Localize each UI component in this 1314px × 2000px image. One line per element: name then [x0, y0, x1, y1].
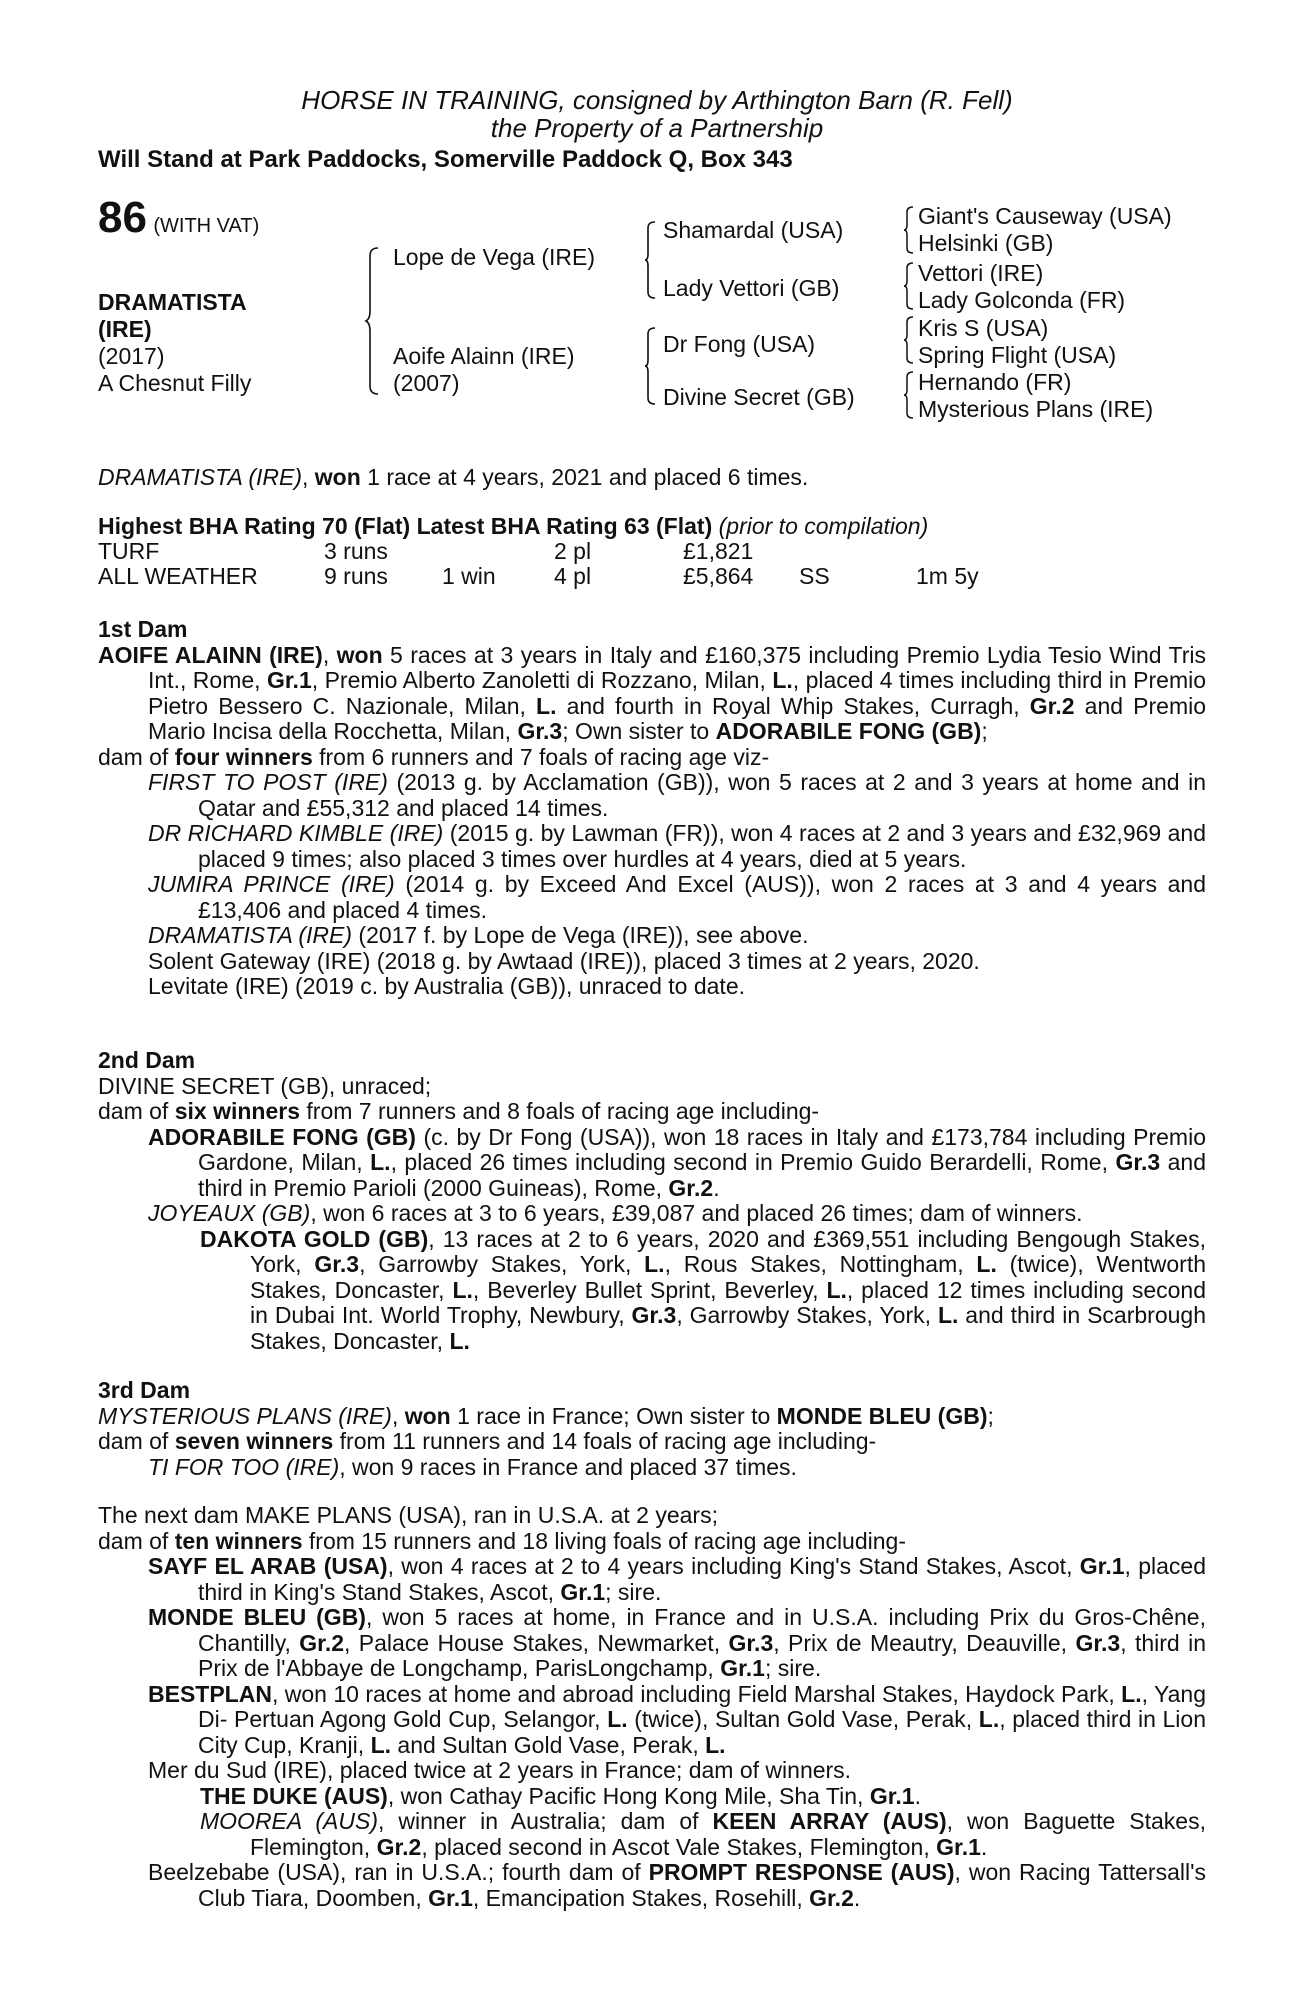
aw-runs: 9 runs	[324, 563, 388, 589]
gg-brace-3	[904, 315, 918, 365]
horse-name-suffix: (IRE)	[98, 316, 152, 342]
aw-wins: 1 win	[442, 563, 496, 589]
grade: Gr.1	[428, 1884, 473, 1911]
text: , won 5 races at home, in France and in U.S.A. including Prix du Gros-Chêne, Chantilly,	[198, 1604, 1206, 1656]
second-dam-produce-intro	[98, 1099, 1206, 1125]
gg-brace-1	[904, 205, 918, 255]
grade: L.	[937, 1302, 959, 1328]
next-dam-produce-intro	[98, 1529, 1206, 1555]
winner-count: seven winners	[174, 1428, 334, 1454]
grade: Gr.2	[376, 1833, 422, 1860]
text: , Palace House Stakes, Newmarket,	[344, 1629, 729, 1656]
text: from 11 runners and 14 foals of racing age including-	[333, 1428, 877, 1454]
text: .	[853, 1884, 861, 1911]
text: , third in Prix de l'Abbaye de Longchamp, ParisLongchamp,	[198, 1629, 1206, 1681]
text: , won Baguette Stakes, Flemington,	[250, 1808, 1206, 1860]
second-dam-record: DIVINE SECRET (GB), unraced;	[98, 1072, 432, 1099]
great-grandsire-1: Giant's Causeway (USA)	[918, 203, 1172, 229]
great-granddam-3: Spring Flight (USA)	[918, 342, 1117, 368]
text: ; sire.	[764, 1655, 822, 1681]
ratings-line	[98, 514, 928, 540]
third-dam-section	[98, 1378, 1206, 1480]
grade: L.	[826, 1276, 847, 1303]
produce-item: Solent Gateway (IRE) (2018 g. by Awtaad (IRE)), placed 3 times at 2 years, 2020.	[148, 947, 980, 974]
grade: L.	[536, 692, 557, 719]
great-granddam-2: Lady Golconda (FR)	[918, 287, 1126, 313]
text: (twice), Sultan Gold Vase, Perak,	[627, 1706, 979, 1732]
produce-name: ADORABILE FONG (GB)	[148, 1123, 416, 1150]
third-dam-heading: 3rd Dam	[98, 1377, 191, 1403]
produce-name: MOOREA (AUS)	[200, 1808, 378, 1834]
text: and Premio Mario Incisa della Rocchetta, Milan,	[148, 692, 1206, 744]
text: , Prix de Meautry, Deauville,	[773, 1629, 1076, 1656]
horse-name: DRAMATISTA	[98, 289, 247, 315]
produce-name: TI FOR TOO (IRE)	[148, 1453, 340, 1480]
text: (c. by Dr Fong (USA)), won 18 races in Italy and £173,784 including Premio Gardone, Milan,	[198, 1123, 1206, 1175]
horse-description: A Chesnut Filly	[98, 370, 252, 396]
text: dam of	[98, 743, 175, 770]
aw-money: £5,864	[683, 563, 754, 589]
text: (2013 g. by Acclamation (GB)), won 5 races at 2 and 3 years at home and in Qatar and £55,312 and placed 14 times.	[198, 769, 1206, 821]
text: , Rous Stakes, Nottingham,	[664, 1251, 977, 1277]
text: dam of	[98, 1428, 175, 1454]
text: .	[980, 1833, 988, 1860]
dam-line-brace	[645, 326, 661, 406]
produce-name: DAKOTA GOLD (GB)	[200, 1225, 429, 1252]
sire: Lope de Vega (IRE)	[393, 244, 596, 270]
grade: L.	[976, 1251, 997, 1277]
text: (twice), Wentworth Stakes, Doncaster,	[250, 1251, 1206, 1303]
first-dam-won: won	[336, 641, 383, 668]
owner-line: the Property of a Partnership	[490, 113, 824, 143]
grade: L.	[772, 667, 793, 693]
text: and third in Scarbrough Stakes, Doncaster,	[250, 1302, 1206, 1354]
text: , won 10 races at home and abroad including Field Marshal Stakes, Haydock Park,	[271, 1680, 1122, 1707]
summary-text: 1 race at 4 years, 2021 and placed 6 times.	[360, 464, 809, 490]
produce-name: JOYEAUX (GB)	[148, 1200, 311, 1226]
text: ;	[981, 718, 988, 744]
text: dam of	[98, 1527, 175, 1554]
first-dam-section	[98, 617, 1206, 1000]
rating-title: Highest BHA Rating 70 (Flat) Latest BHA Rating 63 (Flat)	[98, 513, 713, 539]
turf-runs: 3 runs	[324, 538, 388, 564]
won-label: won	[404, 1402, 451, 1429]
text: Beelzebabe (USA), ran in U.S.A.; fourth dam of	[148, 1859, 649, 1885]
winner-count: six winners	[174, 1098, 300, 1124]
aw-label: ALL WEATHER	[98, 563, 258, 589]
grade: L.	[452, 1276, 473, 1303]
text: , placed 12 times including second in Dubai Int. World Trophy, Newbury,	[250, 1276, 1207, 1328]
text: , Garrowby Stakes, York,	[359, 1251, 645, 1277]
dam-sire: Dr Fong (USA)	[663, 331, 816, 357]
grade: Gr.3	[314, 1251, 360, 1277]
text: , Yang Di- Pertuan Agong Gold Cup, Selangor,	[198, 1680, 1207, 1732]
turf-placed: 2 pl	[554, 538, 592, 564]
grade: Gr.3	[517, 718, 563, 744]
turf-label: TURF	[98, 538, 160, 564]
text: 5 races at 3 years in Italy and £160,375 including Premio Lydia Tesio Wind Tris Int., Rome,	[148, 641, 1207, 693]
summary-won: won	[314, 464, 361, 490]
grade: Gr.1	[1079, 1553, 1125, 1579]
aw-ss: SS	[799, 563, 830, 589]
produce-name: DRAMATISTA (IRE)	[148, 922, 353, 948]
winner-count: ten winners	[174, 1527, 303, 1554]
grade: Gr.1	[266, 667, 312, 693]
text: from 15 runners and 18 living foals of racing age including-	[302, 1527, 906, 1554]
grade: L.	[644, 1251, 665, 1277]
text: , won Cathay Pacific Hong Kong Mile, Sha Tin,	[387, 1782, 870, 1809]
text: ; sire.	[605, 1578, 662, 1605]
produce-name: BESTPLAN	[148, 1680, 272, 1707]
text: .	[914, 1782, 921, 1809]
third-dam-record	[98, 1404, 1206, 1430]
catalogue-header: HORSE IN TRAINING, consigned by Arthington Barn (R. Fell)	[301, 85, 1013, 115]
foaling-year: (2017)	[98, 343, 165, 369]
turf-money: £1,821	[683, 538, 754, 564]
text: , placed 26 times including second in Premio Guido Berardelli, Rome,	[390, 1149, 1116, 1175]
produce-item	[98, 770, 1206, 821]
text: , placed 4 times including third in Premio Pietro Bessero C. Nazionale, Milan,	[148, 667, 1207, 719]
text: , won 4 races at 2 to 4 years including King's Stand Stakes, Ascot,	[387, 1553, 1080, 1579]
text: from 7 runners and 8 foals of racing age including-	[300, 1098, 820, 1124]
sire-line-brace	[645, 220, 661, 300]
text: , 13 races at 2 to 6 years, 2020 and £369,551 including Bengough Stakes, York,	[250, 1225, 1206, 1277]
winner-count: four winners	[174, 743, 313, 770]
produce-name: DR RICHARD KIMBLE (IRE)	[148, 820, 444, 846]
produce-item	[98, 1227, 1206, 1355]
grade: Gr.2	[299, 1629, 345, 1656]
produce-item	[98, 872, 1206, 923]
text: ;	[987, 1402, 994, 1429]
produce-item	[98, 821, 1206, 872]
produce-name: SAYF EL ARAB (USA)	[148, 1553, 388, 1579]
first-dam-record: AOIFE ALAINN (IRE), won 5 races at 3 years in Italy and £160,375 including Premio Lydia Tesio Wind Tris Int., Rome, Gr.1, Premio Alberto Zanoletti di Rozzano, Milan, L., placed 4 times including third in Premio Pietro Bessero C. Nazionale, Milan, L. and fourth in Royal Whip Stakes, Curragh, Gr.2 and Premio Mario Incisa della Rocchetta, Milan, Gr.3; Own sister to ADORABILE FONG (GB);	[98, 641, 1207, 744]
text: and third in Premio Parioli (2000 Guineas), Rome,	[198, 1149, 1207, 1201]
produce-item	[98, 1682, 1206, 1759]
grade: L.	[1121, 1680, 1142, 1707]
text: 1 race in France; Own sister to	[450, 1402, 777, 1429]
text: (2014 g. by Exceed And Excel (AUS)), won 2 races at 3 and 4 years and £13,406 and placed 4 times.	[198, 871, 1206, 923]
produce-name: THE DUKE (AUS)	[200, 1782, 388, 1809]
produce-item	[98, 1201, 1206, 1227]
produce-item	[98, 1125, 1206, 1202]
text: ; Own sister to	[562, 718, 716, 744]
produce-name: KEEN ARRAY (AUS)	[712, 1808, 947, 1834]
third-dam-name: MYSTERIOUS PLANS (IRE)	[98, 1402, 392, 1429]
vat-note: (WITH VAT)	[153, 215, 260, 237]
second-dam-heading: 2nd Dam	[98, 1047, 196, 1073]
dam-dam: Divine Secret (GB)	[663, 384, 855, 410]
gg-brace-2	[904, 261, 918, 311]
grade: Gr.1	[720, 1655, 765, 1681]
dam-year: (2007)	[393, 370, 460, 396]
sire-dam-brace	[366, 246, 386, 396]
next-dam-record: The next dam MAKE PLANS (USA), ran in U.S.A. at 2 years;	[98, 1502, 718, 1528]
text: (2015 g. by Lawman (FR)), won 4 races at 2 and 3 years and £32,969 and placed 9 times; also placed 3 times over hurdles at 4 years, died at 5 years.	[198, 820, 1206, 872]
grade: Gr.1	[560, 1578, 606, 1605]
grade: Gr.2	[668, 1174, 714, 1201]
race-summary: DRAMATISTA (IRE), won 1 race at 4 years, 2021 and placed 6 times.	[98, 464, 809, 490]
aw-distance: 1m 5y	[916, 563, 979, 589]
great-granddam-4: Mysterious Plans (IRE)	[918, 396, 1154, 422]
sister-name: ADORABILE FONG (GB)	[715, 718, 982, 744]
text: dam of	[98, 1098, 175, 1124]
text: and fourth in Royal Whip Stakes, Curragh,	[556, 692, 1030, 719]
grade: L.	[978, 1706, 1000, 1732]
grade: Gr.3	[1075, 1629, 1121, 1656]
stand-location: Will Stand at Park Paddocks, Somerville Paddock Q, Box 343	[98, 146, 793, 173]
gg-brace-4	[904, 370, 918, 420]
text: , won 6 races at 3 to 6 years, £39,087 and placed 26 times; dam of winners.	[310, 1200, 1083, 1226]
produce-item: Levitate (IRE) (2019 c. by Australia (GB)), unraced to date.	[148, 973, 746, 999]
produce-item	[98, 1554, 1206, 1605]
produce-item	[98, 1455, 1206, 1481]
grade: Gr.3	[1115, 1149, 1161, 1175]
dam: Aoife Alainn (IRE)	[393, 343, 575, 369]
rating-note: (prior to compilation)	[718, 513, 929, 539]
grade: L.	[607, 1706, 628, 1732]
grade: L.	[449, 1327, 470, 1354]
text: from 6 runners and 7 foals of racing age viz-	[312, 743, 770, 770]
aw-placed: 4 pl	[554, 563, 592, 589]
produce-name: MONDE BLEU (GB)	[148, 1604, 366, 1630]
text: , Premio Alberto Zanoletti di Rozzano, Milan,	[311, 667, 773, 693]
text: , placed third in King's Stand Stakes, Ascot,	[198, 1553, 1206, 1605]
grade: Gr.1	[869, 1782, 915, 1809]
lot-block	[98, 193, 260, 242]
sire-dam: Lady Vettori (GB)	[663, 275, 840, 301]
great-grandsire-4: Hernando (FR)	[918, 369, 1072, 395]
second-dam-section	[98, 1048, 1206, 1354]
text: , placed third in Lion City Cup, Kranji,	[198, 1706, 1206, 1758]
grade: Gr.1	[936, 1833, 981, 1860]
grade: Gr.3	[631, 1302, 677, 1328]
great-granddam-1: Helsinki (GB)	[918, 230, 1054, 256]
sister-name: MONDE BLEU (GB)	[776, 1402, 988, 1429]
third-dam-produce-intro	[98, 1429, 1206, 1455]
grade: L.	[705, 1731, 726, 1758]
produce-item	[98, 923, 1206, 949]
grade: Gr.2	[1029, 692, 1075, 719]
grade: Gr.3	[728, 1629, 774, 1656]
sire-sire: Shamardal (USA)	[663, 217, 844, 243]
text: , won Racing Tattersall's Club Tiara, Doomben,	[198, 1859, 1206, 1911]
text: , placed second in Ascot Vale Stakes, Flemington,	[421, 1833, 937, 1860]
text: , won 9 races in France and placed 37 times.	[339, 1453, 797, 1480]
grade: Gr.2	[809, 1884, 854, 1911]
first-dam-produce-intro	[98, 745, 1206, 771]
produce-name: JUMIRA PRINCE (IRE)	[148, 871, 395, 897]
text: , Beverley Bullet Sprint, Beverley,	[472, 1276, 827, 1303]
text: and Sultan Gold Vase, Perak,	[391, 1731, 706, 1758]
produce-name: FIRST TO POST (IRE)	[148, 769, 388, 795]
text: , Garrowby Stakes, York,	[676, 1302, 938, 1328]
next-dam-section	[98, 1503, 1206, 1911]
summary-horse-name: DRAMATISTA (IRE)	[98, 464, 303, 490]
text: , Emancipation Stakes, Rosehill,	[472, 1884, 810, 1911]
produce-item	[98, 1784, 1206, 1810]
grade: L.	[370, 1149, 391, 1175]
grade: L.	[370, 1731, 392, 1758]
great-grandsire-2: Vettori (IRE)	[918, 260, 1044, 286]
first-dam-heading: 1st Dam	[98, 616, 188, 642]
produce-item	[98, 1860, 1206, 1911]
text: (2017 f. by Lope de Vega (IRE)), see above.	[352, 922, 809, 948]
text: , winner in Australia; dam of	[377, 1808, 713, 1834]
great-grandsire-3: Kris S (USA)	[918, 315, 1049, 341]
lot-number: 86	[98, 193, 147, 242]
produce-item	[98, 1809, 1206, 1860]
produce-item: Mer du Sud (IRE), placed twice at 2 years in France; dam of winners.	[148, 1757, 852, 1783]
text: .	[713, 1174, 720, 1201]
produce-name: PROMPT RESPONSE (AUS)	[648, 1859, 955, 1885]
first-dam-name: AOIFE ALAINN (IRE)	[98, 641, 323, 668]
text: ,	[391, 1402, 405, 1429]
produce-item	[98, 1605, 1206, 1682]
